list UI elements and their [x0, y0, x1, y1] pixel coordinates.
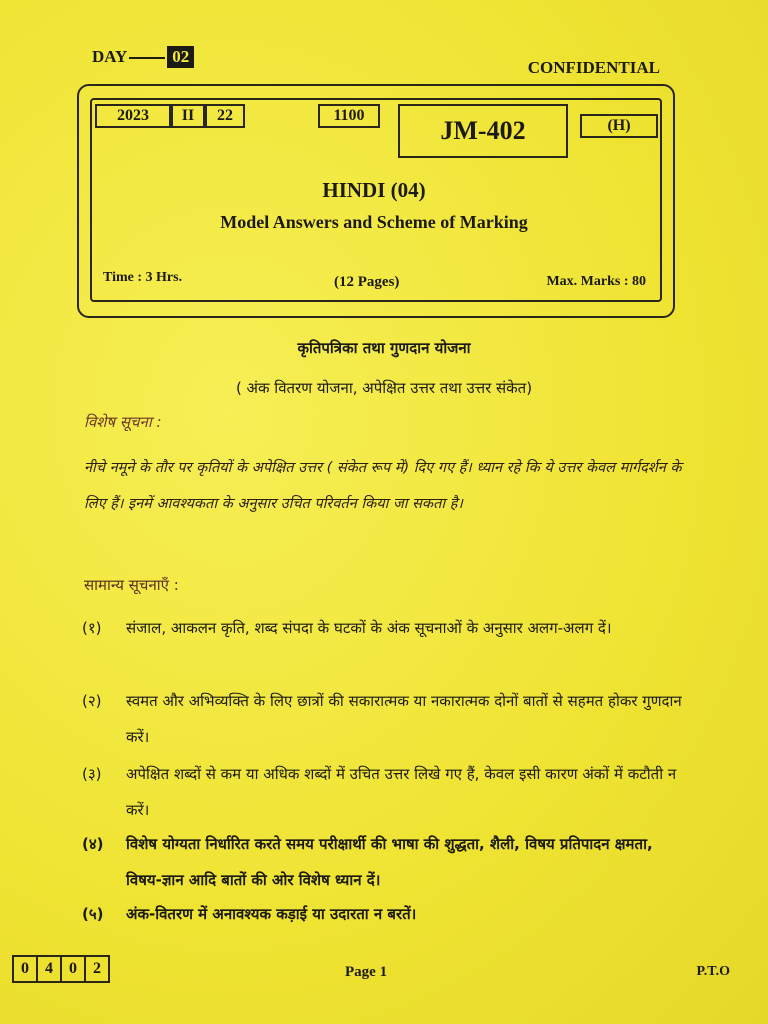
special-note-label: विशेष सूचना : [84, 413, 162, 431]
list-item-text: अपेक्षित शब्दों से कम या अधिक शब्दों में उचित उत्तर लिखे गए हैं, केवल इसी कारण अंकों में कटौती न करें। [126, 765, 677, 819]
time-label: Time : 3 Hrs. [103, 270, 183, 285]
code-digit: 2 [84, 955, 110, 983]
main-heading: कृतिपत्रिका तथा गुणदान योजना [297, 339, 471, 357]
sub-heading: ( अंक वितरण योजना, अपेक्षित उत्तर तथा उत्तर संकेत) [235, 379, 533, 397]
list-item-number: (१) [82, 619, 102, 637]
day-label [92, 46, 194, 68]
list-item-number: (५) [82, 905, 104, 923]
list-item-text: विशेष योग्यता निर्धारित करते समय परीक्षार्थी की भाषा की शुद्धता, शैली, विषय प्रतिपादन क्षमता, विषय-ज्ञान आदि बातों की ओर विशेष ध्यान दें। [126, 835, 653, 889]
list-item-text: संजाल, आकलन कृति, शब्द संपदा के घटकों के अंक सूचनाओं के अनुसार अलग-अलग दें। [126, 619, 612, 637]
list-item [82, 756, 682, 828]
day-number: 02 [167, 46, 194, 68]
list-item [82, 683, 682, 755]
pages-label: (12 Pages) [334, 274, 400, 290]
list-item [82, 826, 682, 898]
list-item-text: स्वमत और अभिव्यक्ति के लिए छात्रों की सकारात्मक या नकारात्मक दोनों बातों से सहमत होकर गुणदान करें। [126, 692, 682, 746]
special-note-text: नीचे नमूने के तौर पर कृतियों के अपेक्षित उत्तर ( संकेत रूप में) दिए गए हैं। ध्यान रहे कि ये उत्तर केवल मार्गदर्शन के लिए हैं। इनमें आवश्यकता के अनुसार उचित परिवर्तन किया जा सकता है। [84, 460, 682, 512]
list-item [82, 610, 682, 646]
paper-code-cell: JM-402 [398, 104, 568, 158]
confidential-label: CONFIDENTIAL [527, 58, 660, 77]
code-digit: 4 [36, 955, 62, 983]
code-digit: 0 [12, 955, 38, 983]
list-item-number: (४) [82, 835, 104, 853]
list-item [82, 896, 682, 932]
day-text: DAY [92, 47, 128, 66]
subject-title: HINDI (04) [322, 178, 426, 202]
max-marks-label: Max. Marks : 80 [546, 274, 646, 289]
year-cell: 2023 [95, 104, 171, 128]
list-item-number: (२) [82, 692, 102, 710]
general-notes-label: सामान्य सूचनाएँ : [84, 576, 179, 594]
code-digit: 0 [60, 955, 86, 983]
list-item-number: (३) [82, 765, 102, 783]
day-underline [129, 57, 165, 59]
medium-cell: (H) [580, 114, 658, 138]
subject-subtitle: Model Answers and Scheme of Marking [220, 212, 528, 232]
page-number: Page 1 [345, 964, 388, 980]
date-cell: 22 [205, 104, 245, 128]
pto-label: P.T.O [696, 964, 730, 979]
list-item-text: अंक-वितरण में अनावश्यक कड़ाई या उदारता न बरतें। [126, 905, 417, 923]
subject-code-boxes [12, 955, 108, 983]
month-cell: II [171, 104, 205, 128]
time-code-cell: 1100 [318, 104, 380, 128]
